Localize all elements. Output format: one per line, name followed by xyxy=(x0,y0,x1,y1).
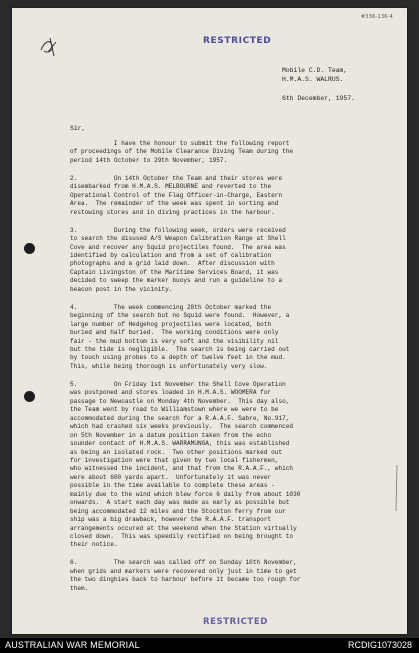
text-line: This, while being thorough is unfortunately very slow. xyxy=(70,362,268,370)
salutation: Sir, xyxy=(70,125,86,132)
text-line: beacon post in the vicinity. xyxy=(70,285,173,293)
text-line: onwards. A start each day was made as early as possible but xyxy=(70,499,290,507)
text-line: ship was a big drawback, however the R.A.A.F. transport xyxy=(70,516,272,524)
text-line: 2. On 14th October the Team and their stores were xyxy=(70,174,283,182)
text-line: them. xyxy=(70,584,89,592)
text-line: accommodated during the search for a R.A.A.F. Sabre, No.917, xyxy=(70,414,290,422)
reference-number: #336-136-4 xyxy=(360,14,393,20)
record-id: RCDIG1073028 xyxy=(347,640,412,650)
text-line: for investigation were that given by two local fishermen, xyxy=(70,456,279,464)
text-line: of proceedings of the Mobile Clearance Diving Team during the xyxy=(70,148,294,156)
text-line: photographs and a grid laid down. After discussion with xyxy=(70,260,275,268)
text-line: 5. On Friday 1st November the Shell Cove Operation xyxy=(70,380,286,388)
paragraph xyxy=(70,304,384,372)
text-line: who witnessed the incident, and that from the R.A.A.F., which xyxy=(70,465,294,473)
text-line: sounder contact of H.M.A.S. WARRAMUNGA, this was established xyxy=(70,440,290,448)
text-line: beginning of the search but no Squid were found. However, a xyxy=(70,312,290,320)
text-line: possible in the time available to complete these areas - xyxy=(70,482,275,490)
sender-line: H.M.A.S. WALRUS. xyxy=(282,76,344,83)
paragraph xyxy=(70,175,384,217)
letter-body xyxy=(70,140,384,603)
margin-pencil-mark-icon xyxy=(394,465,400,511)
text-line: identified by calculation and from a set of calibration xyxy=(70,251,272,259)
classification-stamp-top: RESTRICTED xyxy=(203,36,272,46)
text-line: I have the honour to submit the following report xyxy=(70,140,290,147)
text-line: 6. The search was called off on Sunday 10th November, xyxy=(70,559,297,567)
text-line: decided to sweep the marker buoys and run a guideline to a xyxy=(70,277,283,285)
text-line: as being an isolated rock. Two other positions marked out xyxy=(70,448,283,456)
text-line: Area. The remainder of the week was spent in sorting and xyxy=(70,200,279,208)
text-line: their notice. xyxy=(70,541,118,549)
text-line: large number of Hedgehog projectiles were located, both xyxy=(70,320,272,328)
handwritten-mark-icon xyxy=(38,36,62,60)
classification-stamp-bottom: RESTRICTED xyxy=(203,617,268,627)
archive-source: AUSTRALIAN WAR MEMORIAL xyxy=(5,640,140,650)
letter-date: 6th December, 1957. xyxy=(282,95,355,102)
text-line: closed down. This was speedily rectified on being brought to xyxy=(70,533,294,541)
text-line: arrangements occured at the weekend when the Station virtually xyxy=(70,524,297,532)
text-line: mainly due to the wind which blew force 6 daily from about 1030 xyxy=(70,490,301,498)
sender-block xyxy=(282,66,347,84)
sender-line: Mobile C.D. Team, xyxy=(282,67,348,74)
text-line: buried and half buried. The working conditions were only xyxy=(70,329,279,337)
text-line: Captain Livingston of the Maritime Services Board, it was xyxy=(70,268,279,276)
text-line: on 5th November in a datum position taken from the echo xyxy=(70,431,272,439)
text-line: Cove and recover any Squid projectiles found. The area was xyxy=(70,243,286,251)
text-line: period 14th October to 29th November, 1957. xyxy=(70,156,228,164)
paragraph xyxy=(70,140,384,165)
paragraph xyxy=(70,559,384,593)
text-line: the Team went by road to Williamstown where we were to be xyxy=(70,406,279,414)
punch-hole xyxy=(24,391,35,402)
text-line: passage to Newcastle on Monday 4th November. This day also, xyxy=(70,397,290,405)
paragraph xyxy=(70,381,384,550)
text-line: by touch using probes to a depth of twelve feet in the mud. xyxy=(70,354,286,362)
text-line: 3. During the following week, orders were received xyxy=(70,226,286,234)
text-line: the two dinghies back to harbour before it became too rough for xyxy=(70,576,301,584)
text-line: but the tide is negligible. The search is being carried out xyxy=(70,346,290,354)
text-line: being accommodated 12 miles and the Stockton ferry from our xyxy=(70,507,286,515)
text-line: when grids and markers were recovered only just in time to get xyxy=(70,567,297,575)
punch-hole xyxy=(24,243,35,254)
text-line: disembarked from H.M.A.S. MELBOURNE and reverted to the xyxy=(70,183,272,191)
text-line: to search the disused A/S Weapon Calibration Range at Shell xyxy=(70,235,286,243)
text-line: fair - the mud bottom is very soft and the visibility nil xyxy=(70,337,279,345)
document-page xyxy=(12,8,407,634)
text-line: restowing stores and in diving practices in the harbour. xyxy=(70,208,275,216)
text-line: was postponed and stores loaded in H.M.A.S. WOOMERA for xyxy=(70,389,272,397)
text-line: which had crashed six weeks previously. The search commenced xyxy=(70,423,294,431)
text-line: 4. The week commencing 28th October marked the xyxy=(70,303,272,311)
text-line: were about 600 yards apart. Unfortunately it was never xyxy=(70,473,272,481)
paragraph xyxy=(70,227,384,295)
archive-footer xyxy=(0,638,419,653)
text-line: Operational Control of the Flag Officer-in-Charge, Eastern xyxy=(70,191,283,199)
